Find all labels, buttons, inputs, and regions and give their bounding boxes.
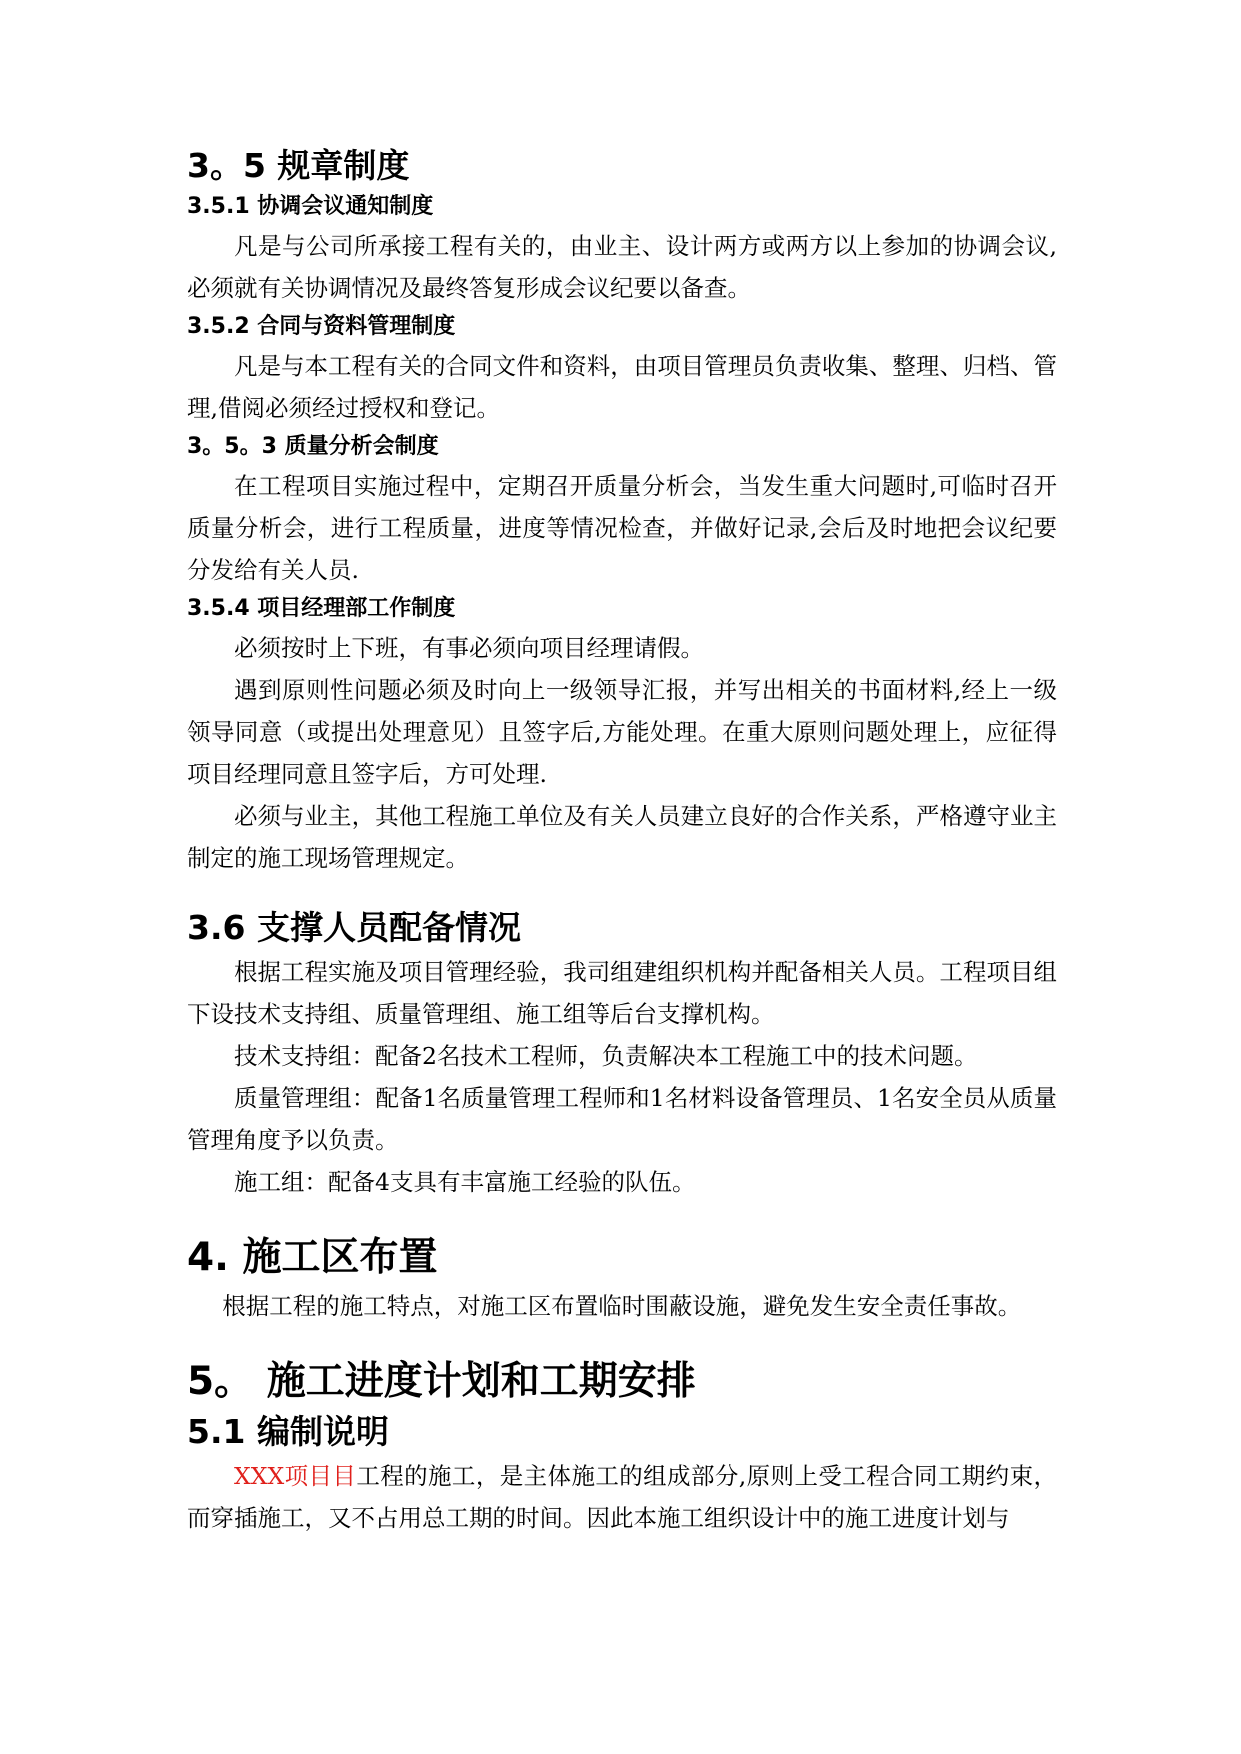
section-3-5-heading: 3。5 规章制度 <box>187 146 410 185</box>
section-4-heading: 4. 施工区布置 <box>187 1235 438 1280</box>
section-3-6-paragraph-1: 根据工程实施及项目管理经验，我司组建组织机构并配备相关人员。工程项目组下设技术支持组、质量管理组、施工组等后台支撑机构。 <box>187 958 1057 1028</box>
subsection-3-5-4-paragraph-3: 必须与业主，其他工程施工单位及有关人员建立良好的合作关系，严格遵守业主制定的施工现场管理规定。 <box>187 802 1057 872</box>
section-3-6-paragraph-4: 施工组：配备4支具有丰富施工经验的队伍。 <box>234 1168 696 1196</box>
subsection-3-5-2-paragraph: 凡是与本工程有关的合同文件和资料，由项目管理员负责收集、整理、归档、管理,借阅必须经过授权和登记。 <box>187 352 1057 422</box>
subsection-5-1-paragraph <box>187 1455 1057 1539</box>
subsection-3-5-4-paragraph-1: 必须按时上下班，有事必须向项目经理请假。 <box>234 634 704 662</box>
section-4-paragraph: 根据工程的施工特点，对施工区布置临时围蔽设施，避免发生安全责任事故。 <box>222 1292 1022 1320</box>
section-spacer <box>187 1327 1057 1355</box>
document-body <box>187 143 1057 1539</box>
section-spacer <box>187 879 1057 905</box>
subsection-5-1-heading: 5.1 编制说明 <box>187 1412 389 1451</box>
subsection-3-5-1-heading: 3.5.1 协调会议通知制度 <box>187 194 434 219</box>
subsection-3-5-3-paragraph: 在工程项目实施过程中，定期召开质量分析会，当发生重大问题时,可临时召开质量分析会，进行工程质量，进度等情况检查，并做好记录,会后及时地把会议纪要分发给有关人员. <box>187 472 1057 584</box>
subsection-3-5-4-paragraph-2: 遇到原则性问题必须及时向上一级领导汇报，并写出相关的书面材料,经上一级领导同意（或提出处理意见）且签字后,方能处理。在重大原则问题处理上，应征得项目经理同意且签字后，方可处理. <box>187 676 1057 788</box>
section-3-6-paragraph-3: 质量管理组：配备1名质量管理工程师和1名材料设备管理员、1名安全员从质量管理角度予以负责。 <box>187 1084 1057 1154</box>
subsection-3-5-3-heading: 3。5。3 质量分析会制度 <box>187 434 439 459</box>
section-5-heading: 5。 施工进度计划和工期安排 <box>187 1359 696 1404</box>
subsection-3-5-4-heading: 3.5.4 项目经理部工作制度 <box>187 596 456 621</box>
subsection-5-1-paragraph-text: 工程的施工，是主体施工的组成部分,原则上受工程合同工期约束，而穿插施工，又不占用总工期的时间。因此本施工组织设计中的施工进度计划与 <box>187 1462 1057 1532</box>
project-name-highlight: XXX项目目 <box>234 1462 357 1490</box>
section-spacer <box>187 1203 1057 1231</box>
subsection-3-5-1-paragraph: 凡是与公司所承接工程有关的，由业主、设计两方或两方以上参加的协调会议,必须就有关协调情况及最终答复形成会议纪要以备查。 <box>187 232 1057 302</box>
section-3-6-paragraph-2: 技术支持组：配备2名技术工程师，负责解决本工程施工中的技术问题。 <box>234 1042 978 1070</box>
section-3-6-heading: 3.6 支撑人员配备情况 <box>187 908 521 947</box>
subsection-3-5-2-heading: 3.5.2 合同与资料管理制度 <box>187 314 456 339</box>
